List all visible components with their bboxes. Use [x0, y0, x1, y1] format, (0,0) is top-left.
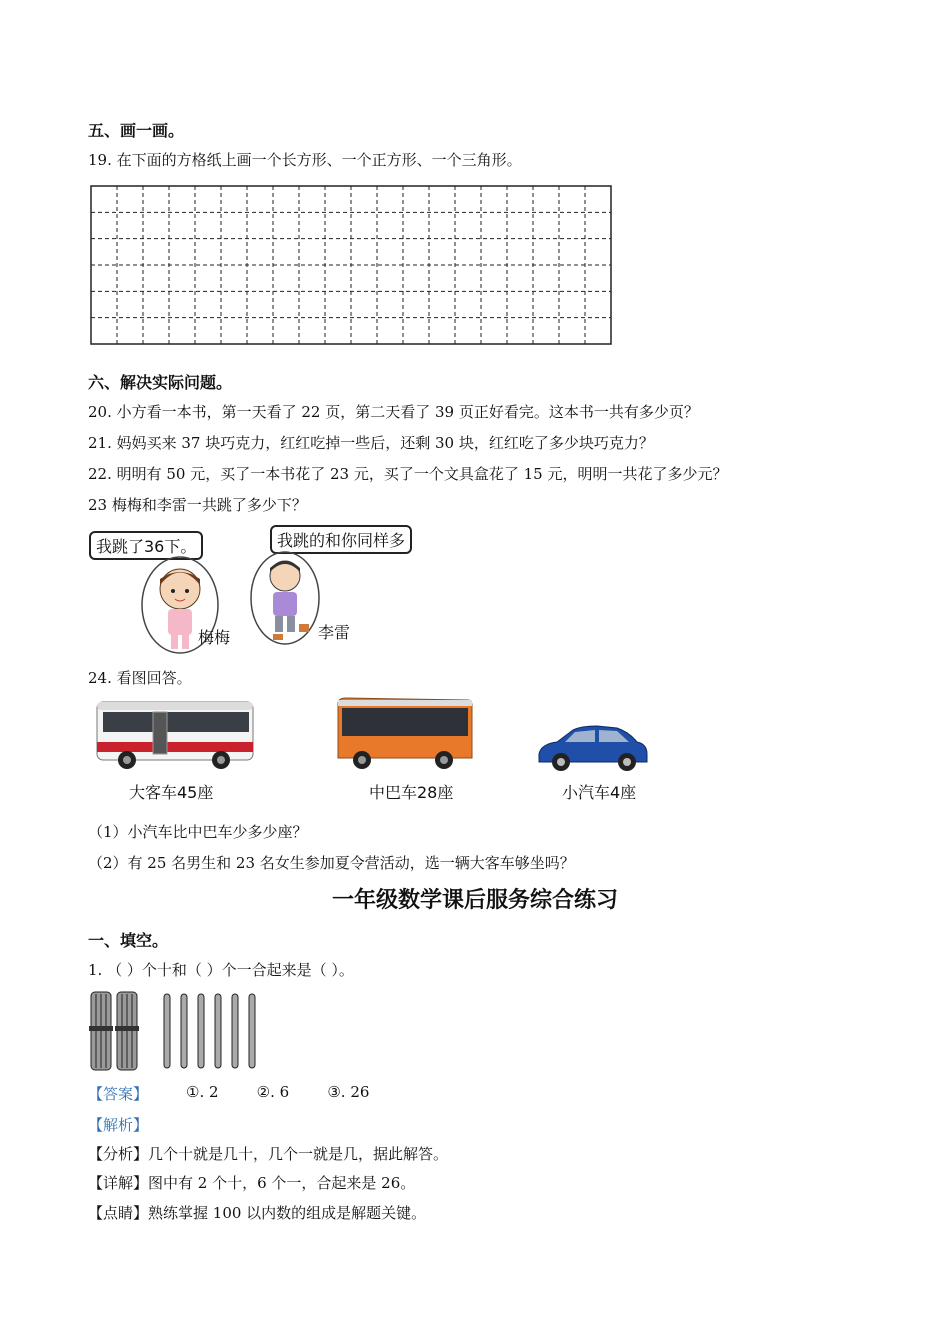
worksheet-title: 一年级数学课后服务综合练习: [331, 888, 618, 913]
xiangjie-tag: 【详解】: [88, 1174, 149, 1192]
sub-question-1: （1）小汽车比中巴车少多少座？: [88, 823, 308, 841]
dianjing-text: 熟练掌握 100 以内数的组成是解题关键。: [148, 1204, 427, 1222]
lilei-speech-bubble: 我跳的和你同样多: [270, 525, 412, 554]
question-19: 19. 在下面的方格纸上画一个长方形、一个正方形、一个三角形。: [88, 151, 522, 169]
mid-bus-image: [332, 694, 475, 774]
stick-bundle-ten: [89, 992, 113, 1070]
big-bus-label: 大客车45座: [129, 783, 214, 802]
big-bus-image: [95, 698, 257, 772]
section-1-heading: 一、填空。: [88, 931, 169, 950]
meimei-name: 梅梅: [198, 628, 231, 647]
question-24: 24. 看图回答。: [88, 669, 192, 687]
fenxi-tag: 【分析】: [88, 1145, 149, 1163]
car-label: 小汽车4座: [562, 783, 637, 802]
grid-paper[interactable]: [90, 185, 612, 345]
single-stick: [198, 994, 204, 1068]
single-stick: [249, 994, 255, 1068]
dianjing-tag: 【点睛】: [88, 1204, 149, 1222]
mid-bus-label: 中巴车28座: [369, 783, 454, 802]
counting-sticks-image: [88, 988, 268, 1074]
section-6-heading: 六、解决实际问题。: [88, 373, 233, 392]
sub-question-2: （2）有 25 名男生和 23 名女生参加夏令营活动，选一辆大客车够坐吗？: [88, 854, 575, 872]
stick-bundle-ten: [115, 992, 139, 1070]
answer-tag: 【答案】: [88, 1085, 149, 1103]
dianjing-line: [88, 1202, 426, 1223]
single-stick: [232, 994, 238, 1068]
single-stick: [164, 994, 170, 1068]
question-20: 20. 小方看一本书，第一天看了 22 页，第二天看了 39 页正好看完。这本书一共有多少页？: [88, 403, 699, 421]
fenxi-line: [88, 1143, 448, 1164]
question-22: 22. 明明有 50 元，买了一本书花了 23 元，买了一个文具盒花了 15 元，明明一共花了多少元？: [88, 465, 728, 483]
analysis-tag: 【解析】: [88, 1116, 149, 1134]
meimei-illustration: [135, 555, 255, 655]
answer-values: ①. 2 ②. 6 ③. 26: [186, 1083, 370, 1101]
xiangjie-text: 图中有 2 个十，6 个一，合起来是 26。: [148, 1174, 416, 1192]
meimei-speech-bubble: 我跳了36下。: [89, 531, 203, 560]
single-stick: [215, 994, 221, 1068]
lilei-name: 李雷: [318, 623, 351, 642]
section-5-heading: 五、画一画。: [88, 121, 185, 140]
question-1: 1. （ ）个十和（ ）个一合起来是（ ）。: [88, 961, 354, 979]
single-stick: [181, 994, 187, 1068]
question-23: 23 梅梅和李雷一共跳了多少下？: [88, 496, 307, 514]
question-21: 21. 妈妈买来 37 块巧克力，红红吃掉一些后，还剩 30 块，红红吃了多少块巧克力？: [88, 434, 654, 452]
car-image: [535, 722, 650, 774]
xiangjie-line: [88, 1172, 415, 1193]
fenxi-text: 几个十就是几十，几个一就是几，据此解答。: [148, 1145, 449, 1163]
